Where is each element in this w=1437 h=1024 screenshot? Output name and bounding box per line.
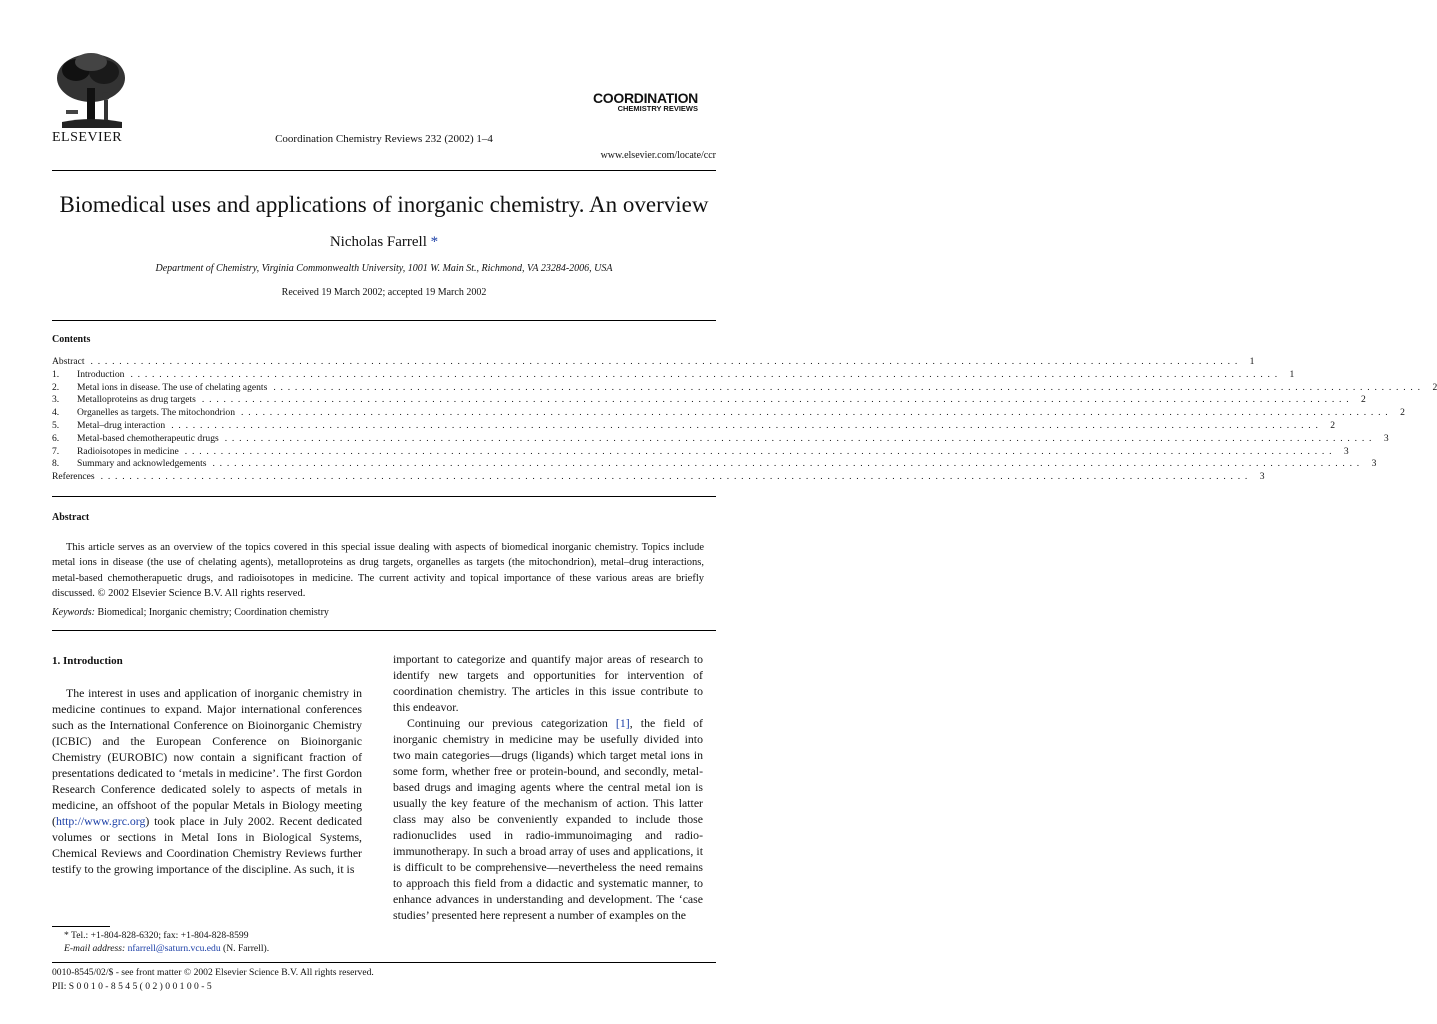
grc-link[interactable]: http://www.grc.org xyxy=(55,814,146,828)
toc-page-number: 1 xyxy=(1289,368,1295,380)
body-column-left xyxy=(52,653,362,877)
reference-link-1[interactable]: [1] xyxy=(615,716,630,730)
keywords-line xyxy=(52,607,329,618)
abstract-heading: Abstract xyxy=(52,512,90,523)
toc-entry[interactable] xyxy=(52,381,1437,395)
toc-label: Abstract xyxy=(52,356,85,367)
author-footnote-mark[interactable]: * xyxy=(430,234,439,250)
toc-label: Summary and acknowledgements xyxy=(77,458,207,470)
toc-entry[interactable] xyxy=(52,471,1265,484)
footer-divider xyxy=(52,962,716,963)
toc-number: 2. xyxy=(52,381,60,393)
toc-number: 1. xyxy=(52,368,60,380)
toc-leader-dots: . . . . . . . . . . . . . . . . . . . . . . . . . . . . . . . . . . . . . . . . . . . . . . . . . . . . . . . . . . . . . . . . . . . . . . . . . . . . . . . . . . . . . . . . . . . . . . . . . . . . . . . . . . . . . . . . . . . . . . . . . . . . . . . . . . . . . . . . . . . . . . . . . . . . . . . . . . . . . . . . xyxy=(90,356,1239,367)
journal-citation: Coordination Chemistry Reviews 232 (2002) 1–4 xyxy=(275,133,493,145)
toc-page-number: 2 xyxy=(1432,381,1437,393)
footnote-email-line: E-mail address: nfarrell@saturn.vcu.edu (N. Farrell). xyxy=(64,943,270,954)
toc-leader-dots: . . . . . . . . . . . . . . . . . . . . . . . . . . . . . . . . . . . . . . . . . . . . . . . . . . . . . . . . . . . . . . . . . . . . . . . . . . . . . . . . . . . . . . . . . . . . . . . . . . . . . . . . . . . . . . . . . . . . . . . . . . . . . . . . . . . . . . . . . . . . . . . . . . . . . . . . . . . . . . . . xyxy=(212,458,1361,470)
divider xyxy=(52,320,716,321)
toc-page-number: 3 xyxy=(1383,432,1389,444)
toc-label: Metal-based chemotherapeutic drugs xyxy=(77,432,219,444)
journal-url[interactable]: www.elsevier.com/locate/ccr xyxy=(600,150,716,161)
toc-entry[interactable] xyxy=(52,419,1336,433)
header-divider xyxy=(52,170,716,171)
toc-number: 6. xyxy=(52,432,60,444)
author-name: Nicholas Farrell xyxy=(329,234,427,250)
copyright-footer xyxy=(52,966,374,994)
journal-brand-main: COORDINATION xyxy=(592,90,698,106)
toc-entry[interactable] xyxy=(52,458,1377,471)
toc-page-number: 2 xyxy=(1400,407,1405,419)
elsevier-tree-logo xyxy=(52,50,130,130)
toc-leader-dots: . . . . . . . . . . . . . . . . . . . . . . . . . . . . . . . . . . . . . . . . . . . . . . . . . . . . . . . . . . . . . . . . . . . . . . . . . . . . . . . . . . . . . . . . . . . . . . . . . . . . . . . . . . . . . . . . . . . . . . . . . . . . . . . . . . . . . . . . . . . . . . . . . . . . . . . . . . . . . . . . xyxy=(130,368,1279,380)
toc-leader-dots: . . . . . . . . . . . . . . . . . . . . . . . . . . . . . . . . . . . . . . . . . . . . . . . . . . . . . . . . . . . . . . . . . . . . . . . . . . . . . . . . . . . . . . . . . . . . . . . . . . . . . . . . . . . . . . . . . . . . . . . . . . . . . . . . . . . . . . . . . . . . . . . . . . . . . . . . . . . . . . . . xyxy=(171,419,1320,431)
abstract-text: This article serves as an overview of the topics covered in this special issue dealing with aspects of biomedical inorganic chemistry. Topics include metal ions in disease (the use of chelating agents), metalloproteins as drug targets, organelles as targets (the mitochondrion), metal–drug interactions, metal-based chemotherapuetic drugs, and radioisotopes in medicine. The current activity and topical importance of these various areas are briefly discussed. © 2002 Elsevier Science B.V. All rights reserved. xyxy=(52,542,704,600)
toc-entry[interactable] xyxy=(52,407,1405,420)
pii-line: PII: S 0 0 1 0 - 8 5 4 5 ( 0 2 ) 0 0 1 0 0 - 5 xyxy=(52,981,212,992)
toc-number: 8. xyxy=(52,458,60,470)
toc-page-number: 3 xyxy=(1343,445,1349,457)
keywords-list: Biomedical; Inorganic chemistry; Coordination chemistry xyxy=(97,607,329,618)
contents-heading: Contents xyxy=(52,334,91,345)
email-link[interactable]: nfarrell@saturn.vcu.edu xyxy=(127,943,221,954)
toc-number: 7. xyxy=(52,445,60,457)
toc-number: 3. xyxy=(52,394,60,406)
toc-entry[interactable] xyxy=(52,445,1349,459)
toc-number: 5. xyxy=(52,419,60,431)
toc-entry[interactable] xyxy=(52,432,1389,446)
toc-label: References xyxy=(52,471,95,483)
paragraph-continued: important to categorize and quantify major areas of research to identify new targets and opportunities for intervention of coordination chemistry. The articles in this issue contribute to this endeavor. xyxy=(393,652,703,714)
toc-page-number: 3 xyxy=(1371,458,1377,470)
toc-entry[interactable] xyxy=(52,368,1295,382)
publisher-name: ELSEVIER xyxy=(52,130,123,145)
toc-label: Metalloproteins as drug targets xyxy=(77,394,196,406)
footnote-divider xyxy=(52,926,110,927)
email-label: E-mail address: xyxy=(64,943,126,954)
toc-entry[interactable] xyxy=(52,394,1366,407)
toc-label: Organelles as targets. The mitochondrion xyxy=(77,407,235,419)
toc-leader-dots: . . . . . . . . . . . . . . . . . . . . . . . . . . . . . . . . . . . . . . . . . . . . . . . . . . . . . . . . . . . . . . . . . . . . . . . . . . . . . . . . . . . . . . . . . . . . . . . . . . . . . . . . . . . . . . . . . . . . . . . . . . . . . . . . . . . . . . . . . . . . . . . . . . . . . . . . . . . . . . . . xyxy=(201,394,1350,406)
author-footnote xyxy=(52,929,362,955)
toc-leader-dots: . . . . . . . . . . . . . . . . . . . . . . . . . . . . . . . . . . . . . . . . . . . . . . . . . . . . . . . . . . . . . . . . . . . . . . . . . . . . . . . . . . . . . . . . . . . . . . . . . . . . . . . . . . . . . . . . . . . . . . . . . . . . . . . . . . . . . . . . . . . . . . . . . . . . . . . . . . . . . . . . xyxy=(224,432,1373,444)
journal-brand-sub: CHEMISTRY REVIEWS xyxy=(617,104,698,113)
toc-page-number: 2 xyxy=(1330,419,1336,431)
article-title: Biomedical uses and applications of inorganic chemistry. An overview xyxy=(59,192,709,217)
divider xyxy=(52,630,716,631)
toc-label: Metal ions in disease. The use of chelating agents xyxy=(77,381,268,393)
body-column-right xyxy=(393,651,703,923)
journal-brand xyxy=(593,90,698,113)
affiliation: Department of Chemistry, Virginia Commonwealth University, 1001 W. Main St., Richmond, VA 23284-2006, USA xyxy=(155,263,613,274)
received-dates: Received 19 March 2002; accepted 19 March 2002 xyxy=(281,287,487,298)
toc-label: Metal–drug interaction xyxy=(77,419,166,431)
toc-leader-dots: . . . . . . . . . . . . . . . . . . . . . . . . . . . . . . . . . . . . . . . . . . . . . . . . . . . . . . . . . . . . . . . . . . . . . . . . . . . . . . . . . . . . . . . . . . . . . . . . . . . . . . . . . . . . . . . . . . . . . . . . . . . . . . . . . . . . . . . . . . . . . . . . . . . . . . . . . . . . . . . . xyxy=(184,445,1333,457)
toc-label: Radioisotopes in medicine xyxy=(77,445,179,457)
toc-entry[interactable] xyxy=(52,356,1255,369)
toc-label: Introduction xyxy=(77,368,125,380)
toc-number: 4. xyxy=(52,407,60,419)
toc-leader-dots: . . . . . . . . . . . . . . . . . . . . . . . . . . . . . . . . . . . . . . . . . . . . . . . . . . . . . . . . . . . . . . . . . . . . . . . . . . . . . . . . . . . . . . . . . . . . . . . . . . . . . . . . . . . . . . . . . . . . . . . . . . . . . . . . . . . . . . . . . . . . . . . . . . . . . . . . . . . . . . . . xyxy=(100,471,1249,483)
toc-page-number: 1 xyxy=(1249,356,1255,367)
toc-page-number: 3 xyxy=(1259,471,1265,483)
table-of-contents xyxy=(52,356,1437,484)
toc-leader-dots: . . . . . . . . . . . . . . . . . . . . . . . . . . . . . . . . . . . . . . . . . . . . . . . . . . . . . . . . . . . . . . . . . . . . . . . . . . . . . . . . . . . . . . . . . . . . . . . . . . . . . . . . . . . . . . . . . . . . . . . . . . . . . . . . . . . . . . . . . . . . . . . . . . . . . . . . . . . . . . . . xyxy=(241,407,1389,419)
intro-paragraph: The interest in uses and application of inorganic chemistry in medicine continues to expand. Major international conferences such as the International Conference on Bioinorganic Chemistry (ICBIC) and the European Conference on Bioinorganic Chemistry (EUROBIC) now contain a significant fraction of presentations dedicated to ‘metals in medicine’. The first Gordon Research Conference dedicated solely to aspects of metals in medicine, an offshoot of the popular Metals in Biology meeting (http://www.grc.org) took place in July 2002. Recent dedicated volumes or sections in Metal Ions in Biological Systems, Chemical Reviews and Coordination Chemistry Reviews further testify to the growing importance of the discipline. As such, it is xyxy=(52,686,362,876)
toc-leader-dots: . . . . . . . . . . . . . . . . . . . . . . . . . . . . . . . . . . . . . . . . . . . . . . . . . . . . . . . . . . . . . . . . . . . . . . . . . . . . . . . . . . . . . . . . . . . . . . . . . . . . . . . . . . . . . . . . . . . . . . . . . . . . . . . . . . . . . . . . . . . . . . . . . . . . . . . . . . . . . . . . xyxy=(273,381,1422,393)
section-heading-introduction: 1. Introduction xyxy=(52,655,123,667)
divider xyxy=(52,496,716,497)
paragraph-categorization: Continuing our previous categorization [1], the field of inorganic chemistry in medicine may be usefully divided into two main categories—drugs (ligands) which target metal ions in some form, whether free or protein-bound, and secondly, metal-based drugs and imaging agents where the central metal ion is usually the key feature of the mechanism of action. This latter class may also be conveniently expanded to include those radionuclides used in radio-immunoimaging and radio-immunotherapy. In such a broad array of uses and applications, it is difficult to be comprehensive—nevertheless the need remains to approach this field from a didactic and systematic manner, to enhance advances in understanding and development. The ‘case studies’ presented here represent a number of examples on the xyxy=(393,716,703,922)
footnote-contact: * Tel.: +1-804-828-6320; fax: +1-804-828-8599 xyxy=(64,930,249,941)
keywords-label: Keywords: xyxy=(52,607,95,618)
author-line xyxy=(0,234,768,251)
toc-page-number: 2 xyxy=(1361,394,1366,406)
front-matter-line: 0010-8545/02/$ - see front matter © 2002 Elsevier Science B.V. All rights reserved. xyxy=(52,967,374,978)
